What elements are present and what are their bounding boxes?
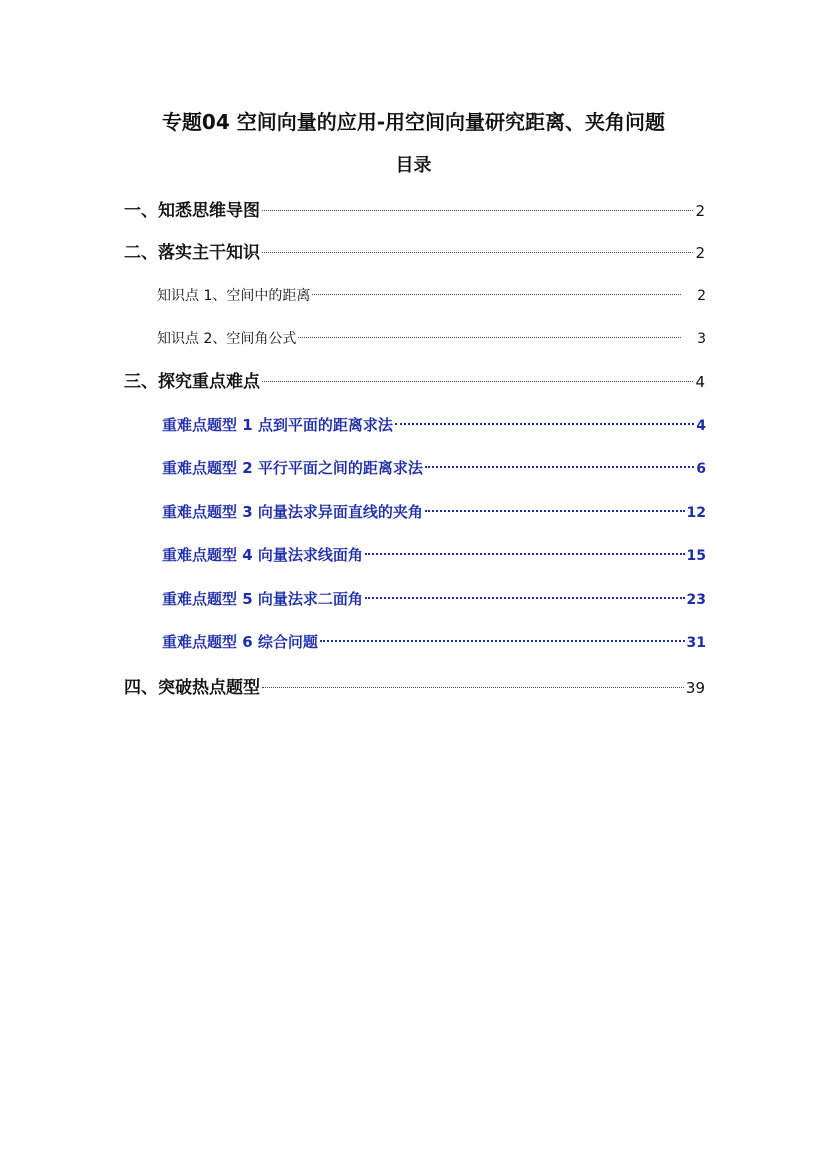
toc-entry-key-type-4[interactable]	[162, 544, 706, 567]
toc-entry-label: 重难点题型 3 向量法求异面直线的夹角	[162, 503, 423, 521]
toc-entry-key-type-2[interactable]	[162, 457, 706, 480]
toc-entry-key-type-3[interactable]	[162, 501, 706, 524]
toc-entry-label: 一、知悉思维导图	[124, 201, 260, 221]
toc-entry-page: 39	[685, 679, 705, 697]
toc-entry-knowledge-point-2[interactable]	[157, 328, 706, 350]
toc-entry-page: 31	[686, 635, 706, 651]
dot-leader	[262, 381, 693, 382]
toc-entry-page: 4	[696, 418, 706, 434]
dot-leader	[298, 337, 681, 338]
toc-entry-key-type-5[interactable]	[162, 588, 706, 611]
toc-heading: 目录	[395, 155, 432, 176]
toc-entry-page: 15	[686, 548, 706, 564]
dot-leader	[365, 597, 685, 599]
dot-leader	[365, 553, 685, 555]
toc-entry-key-type-1[interactable]	[162, 414, 706, 437]
toc-entry-page: 12	[686, 505, 706, 521]
toc-entry-page: 4	[695, 373, 705, 391]
dot-leader	[395, 423, 694, 425]
toc-entry-key-type-6[interactable]	[162, 631, 706, 654]
dot-leader	[425, 510, 685, 512]
toc-entry-section-4[interactable]	[124, 676, 705, 700]
dot-leader	[312, 294, 681, 295]
toc-entry-label: 四、突破热点题型	[124, 678, 260, 698]
toc-entry-label: 知识点 2、空间角公式	[157, 331, 297, 347]
toc-entry-knowledge-point-1[interactable]	[157, 285, 706, 307]
toc-entry-label: 重难点题型 1 点到平面的距离求法	[162, 416, 393, 434]
toc-entry-page: 2	[695, 202, 705, 220]
toc-entry-label: 知识点 1、空间中的距离	[157, 288, 311, 304]
toc-entry-label: 重难点题型 5 向量法求二面角	[162, 590, 363, 608]
dot-leader	[262, 687, 684, 688]
toc-entry-section-2[interactable]	[124, 241, 705, 265]
toc-entry-page: 2	[697, 288, 706, 304]
toc-entry-page: 6	[696, 461, 706, 477]
dot-leader	[262, 252, 693, 253]
toc-entry-page: 3	[697, 331, 706, 347]
dot-leader	[262, 210, 693, 211]
toc-entry-page: 23	[686, 592, 706, 608]
dot-leader	[320, 640, 685, 642]
toc-entry-label: 三、探究重点难点	[124, 372, 260, 392]
toc-entry-label: 重难点题型 6 综合问题	[162, 633, 318, 651]
toc-entry-label: 重难点题型 2 平行平面之间的距离求法	[162, 459, 423, 477]
toc-entry-label: 二、落实主干知识	[124, 243, 260, 263]
toc-entry-page: 2	[695, 244, 705, 262]
dot-leader	[425, 466, 694, 468]
document-title: 专题04 空间向量的应用-用空间向量研究距离、夹角问题	[161, 110, 666, 134]
toc-entry-label: 重难点题型 4 向量法求线面角	[162, 546, 363, 564]
toc-entry-section-3[interactable]	[124, 370, 705, 394]
toc-entry-section-1[interactable]	[124, 199, 705, 223]
